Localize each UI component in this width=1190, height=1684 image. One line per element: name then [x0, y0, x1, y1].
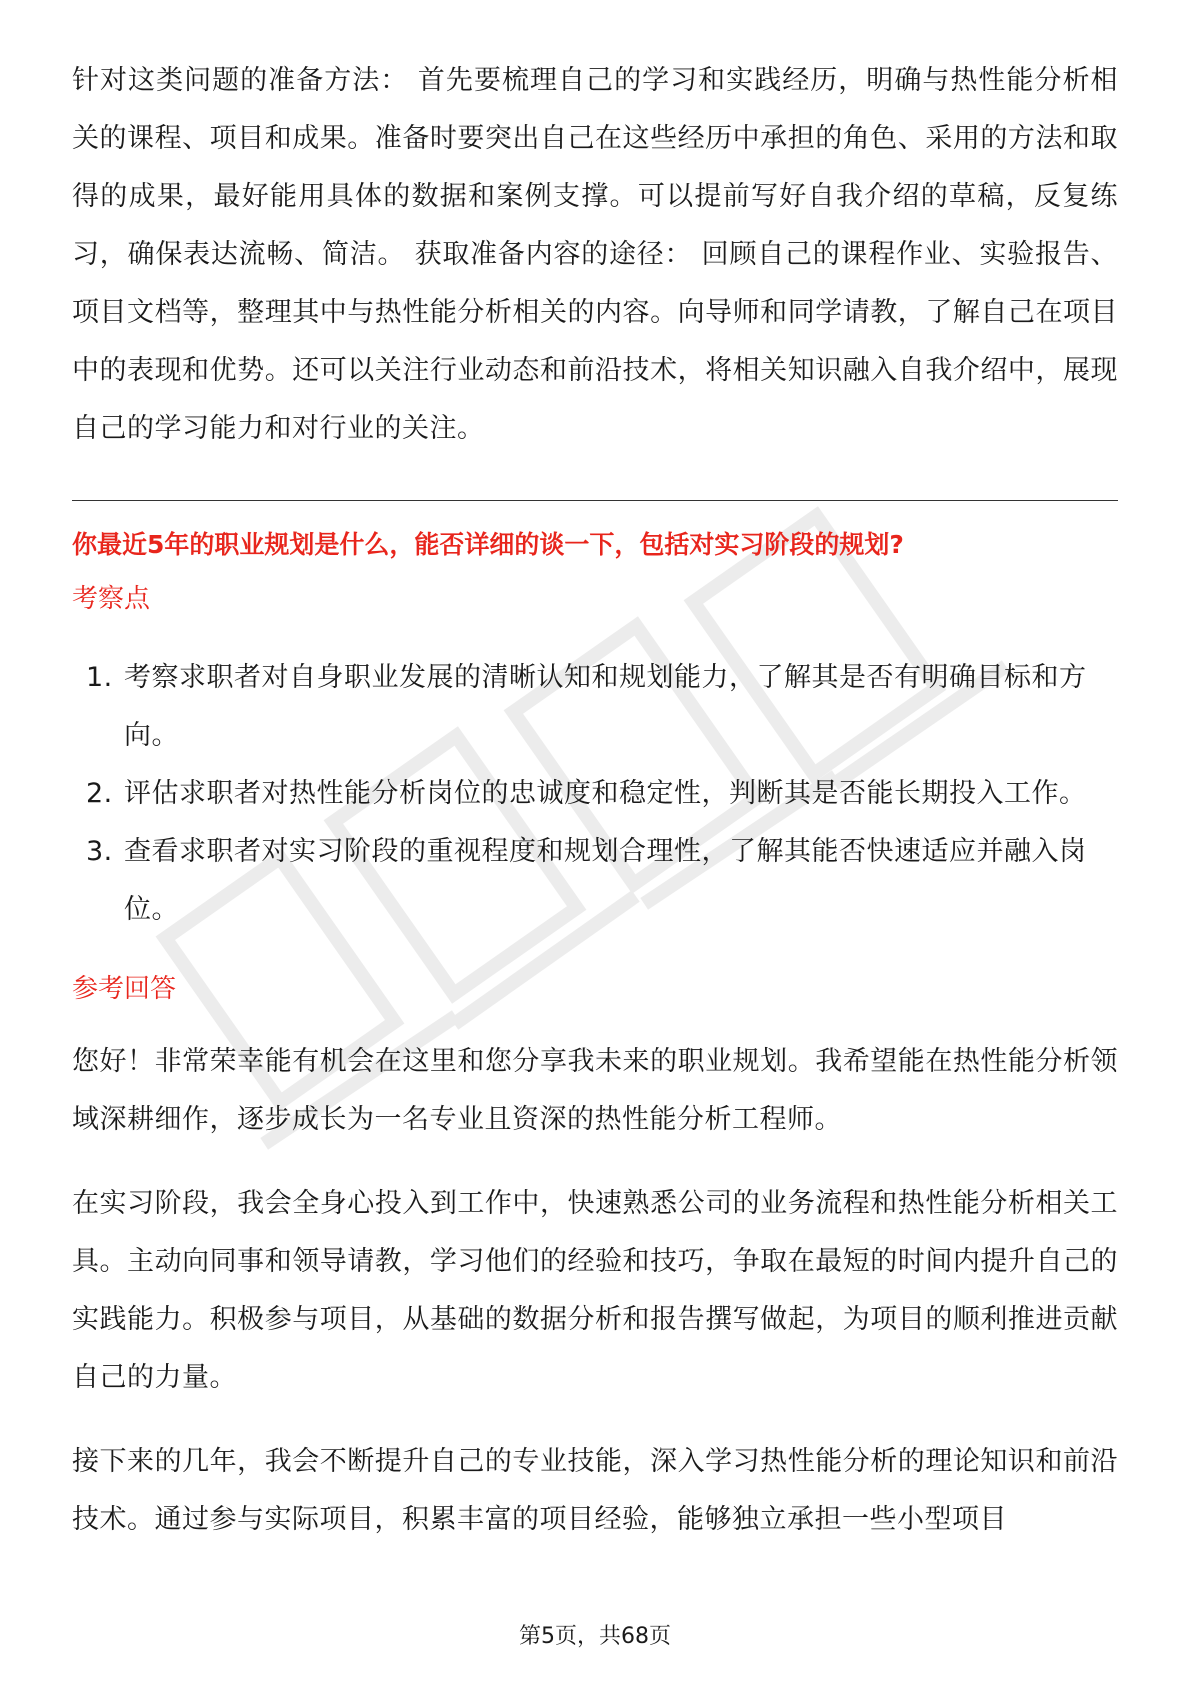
list-text: 评估求职者对热性能分析岗位的忠诚度和稳定性，判断其是否能长期投入工作。	[124, 778, 1087, 809]
list-text: 查看求职者对实习阶段的重视程度和规划合理性，了解其能否快速适应并融入岗位。	[124, 836, 1087, 925]
list-number: 1.	[86, 662, 113, 693]
list-item	[72, 649, 1118, 765]
page-content	[72, 52, 1118, 1549]
list-number: 3.	[86, 836, 113, 867]
reference-paragraph: 在实习阶段，我会全身心投入到工作中，快速熟悉公司的业务流程和热性能分析相关工具。主动向同事和领导请教，学习他们的经验和技巧，争取在最短的时间内提升自己的实践能力。积极参与项目，从基础的数据分析和报告撰写做起，为项目的顺利推进贡献自己的力量。	[72, 1188, 1118, 1393]
reference-label: 参考回答	[72, 974, 177, 1004]
spacer	[72, 1149, 1118, 1175]
question-heading: 你最近5年的职业规划是什么，能否详细的谈一下，包括对实习阶段的规划?	[72, 530, 904, 559]
assessment-list	[72, 649, 1118, 939]
section-divider	[72, 500, 1118, 501]
reference-paragraph: 接下来的几年，我会不断提升自己的专业技能，深入学习热性能分析的理论知识和前沿技术。通过参与实际项目，积累丰富的项目经验，能够独立承担一些小型项目	[72, 1446, 1118, 1535]
list-number: 2.	[86, 778, 113, 809]
list-item	[72, 823, 1118, 939]
page-number-footer: 第5页，共68页	[519, 1624, 671, 1649]
reference-paragraph: 您好！非常荣幸能有机会在这里和您分享我未来的职业规划。我希望能在热性能分析领域深耕细作，逐步成长为一名专业且资深的热性能分析工程师。	[72, 1046, 1118, 1135]
spacer	[72, 1009, 1118, 1033]
spacer	[72, 1407, 1118, 1433]
assessment-label: 考察点	[72, 584, 151, 614]
list-text: 考察求职者对自身职业发展的清晰认知和规划能力，了解其是否有明确目标和方向。	[124, 662, 1087, 751]
intro-paragraph: 针对这类问题的准备方法： 首先要梳理自己的学习和实践经历，明确与热性能分析相关的课程、项目和成果。准备时要突出自己在这些经历中承担的角色、采用的方法和取得的成果，最好能用具体的数据和案例支撑。可以提前写好自我介绍的草稿，反复练习，确保表达流畅、简洁。 获取准备内容的途径： 回顾自己的课程作业、实验报告、项目文档等，整理其中与热性能分析相关的内容。向导师和同学请教，了解自己在项目中的表现和优势。还可以关注行业动态和前沿技术，将相关知识融入自我介绍中，展现自己的学习能力和对行业的关注。	[72, 65, 1118, 444]
list-item	[72, 765, 1118, 823]
